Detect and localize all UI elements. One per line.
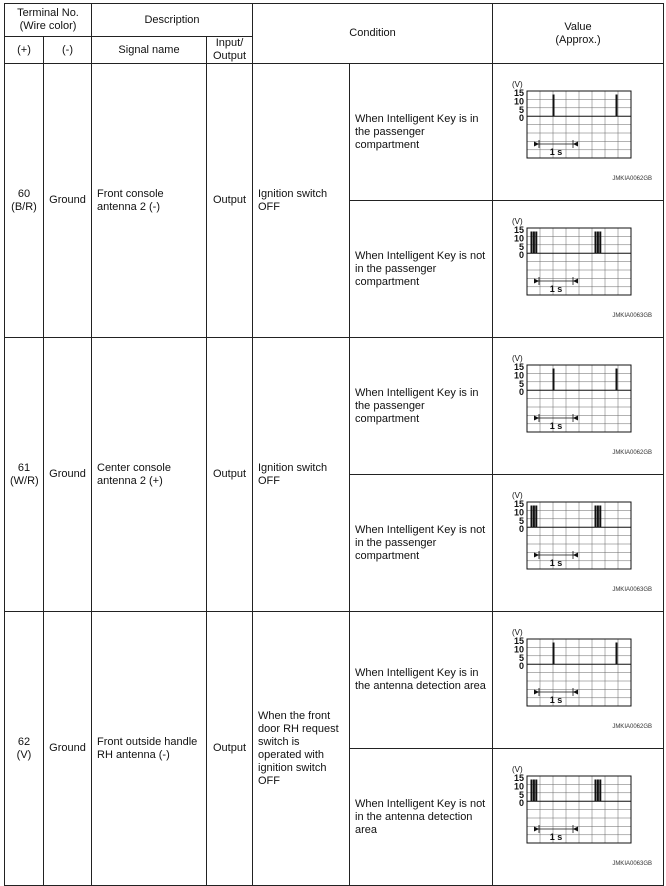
waveform-diagram (498, 201, 664, 337)
waveform-unit-label: (V) (512, 80, 523, 89)
ground-cell: Ground (44, 338, 92, 612)
sub-condition-cell: When Intelligent Key is not in the passenger compartment (350, 201, 493, 338)
waveform-unit-label: (V) (512, 354, 523, 363)
figure-caption: JMKIA0062GB (612, 450, 653, 456)
input-output-header: Input/ Output (207, 37, 253, 64)
arrow-left-icon (573, 553, 578, 558)
condition-cell: Ignition switch OFF (253, 64, 350, 338)
waveform-y-tick: 0 (519, 250, 525, 261)
waveform-y-tick: 5 (519, 104, 525, 115)
time-span-label: 1 s (549, 421, 563, 431)
terminal-number: 61 (17, 461, 31, 474)
figure-caption: JMKIA0063GB (612, 587, 653, 593)
waveform-diagram (498, 749, 664, 885)
arrow-left-icon (573, 827, 578, 832)
arrow-right-icon (534, 553, 539, 558)
waveform-unit-label: (V) (512, 491, 523, 500)
waveform-grid (527, 91, 631, 158)
waveform-grid (527, 228, 631, 295)
table-row (5, 64, 664, 201)
terminal-wire-color: (V) (16, 748, 32, 761)
arrow-right-icon (534, 142, 539, 147)
arrow-left-icon (573, 142, 578, 147)
waveform-diagram (498, 338, 664, 474)
sub-condition-cell: When Intelligent Key is in the passenger compartment (350, 64, 493, 201)
arrow-left-icon (573, 279, 578, 284)
waveform-y-tick: 0 (519, 661, 525, 672)
minus-header: (-) (44, 37, 92, 64)
waveform-y-tick: 0 (519, 387, 525, 398)
table-row (5, 612, 664, 749)
figure-caption: JMKIA0063GB (612, 861, 653, 867)
terminal-no-label: Terminal No. (17, 7, 79, 19)
sub-condition-cell: When Intelligent Key is not in the antenna detection area (350, 749, 493, 886)
time-span-label: 1 s (549, 147, 563, 157)
terminal-no-header (5, 4, 92, 37)
waveform-unit-label: (V) (512, 628, 523, 637)
waveform-cell (493, 749, 664, 886)
ground-cell: Ground (44, 64, 92, 338)
waveform-y-tick: 0 (519, 798, 525, 809)
terminal-number: 62 (17, 735, 31, 748)
io-cell: Output (207, 64, 253, 338)
terminal-wire-color: (B/R) (11, 200, 37, 213)
waveform-unit-label: (V) (512, 765, 523, 774)
waveform-y-tick: 10 (514, 781, 525, 792)
terminal-wire-color: (W/R) (10, 474, 39, 487)
waveform-y-tick: 5 (519, 789, 525, 800)
terminal-cell (5, 64, 44, 338)
waveform-y-tick: 10 (514, 644, 525, 655)
waveform-y-tick: 5 (519, 378, 525, 389)
waveform-y-tick: 0 (519, 113, 525, 124)
condition-cell: Ignition switch OFF (253, 338, 350, 612)
io-cell: Output (207, 612, 253, 886)
waveform-cell (493, 612, 664, 749)
time-span-label: 1 s (549, 695, 563, 705)
figure-caption: JMKIA0062GB (612, 724, 653, 730)
waveform-y-tick: 15 (514, 225, 525, 235)
waveform-cell (493, 475, 664, 612)
waveform-grid (527, 502, 631, 569)
signal-name-cell: Front console antenna 2 (-) (92, 64, 207, 338)
waveform-y-tick: 0 (519, 524, 525, 535)
signal-name-header: Signal name (92, 37, 207, 64)
value-label: Value (564, 20, 592, 33)
arrow-left-icon (573, 416, 578, 421)
arrow-right-icon (534, 827, 539, 832)
waveform-y-tick: 15 (514, 362, 525, 372)
description-header: Description (92, 4, 253, 37)
figure-caption: JMKIA0062GB (612, 176, 653, 182)
sub-condition-cell: When Intelligent Key is in the passenger compartment (350, 338, 493, 475)
arrow-left-icon (573, 690, 578, 695)
waveform-grid (527, 776, 631, 843)
waveform-cell (493, 201, 664, 338)
waveform-y-tick: 15 (514, 773, 525, 783)
time-span-label: 1 s (549, 558, 563, 568)
wire-color-label: (Wire color) (19, 20, 77, 32)
ground-cell: Ground (44, 612, 92, 886)
waveform-y-tick: 5 (519, 652, 525, 663)
waveform-diagram (498, 612, 664, 748)
waveform-y-tick: 5 (519, 241, 525, 252)
waveform-diagram (498, 475, 664, 611)
terminal-number: 60 (17, 187, 31, 200)
waveform-grid (527, 639, 631, 706)
waveform-y-tick: 10 (514, 96, 525, 107)
terminal-spec-table (4, 3, 664, 886)
value-header (493, 4, 664, 64)
figure-caption: JMKIA0063GB (612, 313, 653, 319)
waveform-cell (493, 64, 664, 201)
terminal-cell (5, 338, 44, 612)
table-row (5, 338, 664, 475)
arrow-right-icon (534, 690, 539, 695)
signal-name-cell: Center console antenna 2 (+) (92, 338, 207, 612)
waveform-y-tick: 10 (514, 370, 525, 381)
table-body (5, 64, 664, 886)
waveform-grid (527, 365, 631, 432)
terminal-cell (5, 612, 44, 886)
waveform-diagram (498, 64, 664, 200)
plus-header: (+) (5, 37, 44, 64)
io-cell: Output (207, 338, 253, 612)
waveform-y-tick: 10 (514, 507, 525, 518)
waveform-y-tick: 5 (519, 515, 525, 526)
waveform-y-tick: 15 (514, 88, 525, 98)
waveform-cell (493, 338, 664, 475)
condition-cell: When the front door RH request switch is operated with ignition switch OFF (253, 612, 350, 886)
arrow-right-icon (534, 416, 539, 421)
header-row-1 (5, 4, 664, 37)
waveform-unit-label: (V) (512, 217, 523, 226)
sub-condition-cell: When Intelligent Key is in the antenna detection area (350, 612, 493, 749)
sub-condition-cell: When Intelligent Key is not in the passenger compartment (350, 475, 493, 612)
waveform-y-tick: 15 (514, 499, 525, 509)
waveform-y-tick: 10 (514, 233, 525, 244)
waveform-y-tick: 15 (514, 636, 525, 646)
time-span-label: 1 s (549, 832, 563, 842)
signal-name-cell: Front outside handle RH antenna (-) (92, 612, 207, 886)
approx-label: (Approx.) (555, 33, 601, 46)
arrow-right-icon (534, 279, 539, 284)
time-span-label: 1 s (549, 284, 563, 294)
condition-header: Condition (253, 4, 493, 64)
